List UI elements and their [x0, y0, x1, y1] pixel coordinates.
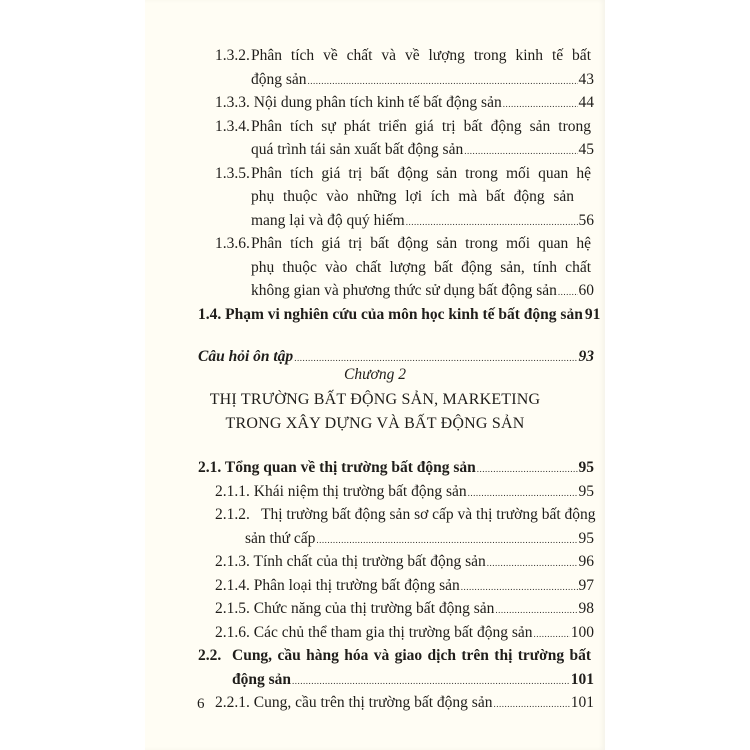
toc-entry-title-line: Các chủ thể tham gia thị trường bất động sản [253, 623, 533, 641]
toc-leader-line [251, 209, 594, 235]
toc-entry-continuation [198, 68, 598, 92]
toc-entry-title-line: Phân tích giá trị bất động sản trong mối quan hệ [251, 235, 591, 252]
dot-leader [406, 211, 578, 235]
chapter-title-line: THỊ TRƯỜNG BẤT ĐỘNG SẢN, MARKETING [209, 391, 541, 408]
toc-page-number: 96 [578, 553, 594, 570]
toc-entry-continuation [198, 668, 598, 692]
toc-entry-number: 1.3.2. [215, 47, 250, 64]
toc-page-number: 97 [578, 576, 594, 594]
toc-entry-title-line: Khái niệm thị trường bất động sản [253, 482, 467, 500]
toc-entry-label [198, 303, 583, 327]
toc-entry-title-line: Tính chất của thị trường bất động sản [253, 553, 486, 570]
toc-entry-continuation [198, 279, 598, 303]
dot-leader [503, 93, 578, 117]
toc-leader-line [251, 138, 594, 164]
toc-entry-continuation [198, 256, 598, 280]
toc-page-number: 95 [578, 482, 594, 500]
dot-leader [292, 670, 570, 694]
toc-entry-title-line: Phân loại thị trường bất động sản [253, 576, 460, 594]
toc-entry-label [215, 91, 502, 115]
toc-page-number: 91 [584, 305, 601, 323]
chapter-number: Chương 2 [344, 366, 406, 383]
toc-page-number: 95 [578, 529, 594, 547]
toc-page-number: 95 [578, 459, 594, 476]
chapter-title-line: TRONG XÂY DỰNG VÀ BẤT ĐỘNG SẢN [225, 415, 525, 432]
toc-entry-continuation [198, 185, 598, 209]
toc-entry-number: 1.3.6. [215, 235, 250, 252]
toc-page-number: 98 [578, 600, 594, 617]
toc-entry-label [215, 691, 492, 715]
dot-leader [468, 482, 578, 506]
toc-entry-title-line: động sản [232, 670, 292, 688]
toc-entry-2-1 [198, 456, 598, 480]
chapter-title [145, 388, 605, 436]
toc-entry-title-line: Thị trường bất động sản sơ cấp và thị trường bất động [261, 506, 596, 523]
toc-page-number: 100 [570, 623, 594, 641]
toc-leader-line [215, 480, 594, 506]
page-number: 6 [197, 696, 205, 712]
toc-entry-label [215, 574, 460, 598]
toc-entry-number: 2.2. [198, 647, 222, 664]
dot-leader [308, 70, 578, 94]
dot-leader [477, 458, 578, 482]
dot-leader [461, 576, 578, 600]
toc-entry-2-1-4 [198, 574, 598, 598]
toc-entry-title-line: động sản [251, 70, 307, 88]
spacer [198, 326, 598, 345]
table-of-contents [198, 44, 601, 369]
toc-entry-2-1-5 [198, 597, 598, 621]
toc-entry-2-2 [198, 644, 598, 668]
toc-entry-continuation [198, 209, 598, 233]
toc-entry-2-1-6 [198, 621, 598, 645]
toc-entry-label [215, 480, 467, 504]
toc-entry-1-3-5 [198, 162, 598, 186]
table-of-contents-chapter-2 [198, 456, 598, 715]
toc-entry-number: 2.2.1. [215, 694, 250, 711]
toc-entry-1-3-3 [198, 91, 598, 115]
toc-entry-number: 2.1.3. [215, 553, 250, 570]
dot-leader [493, 693, 569, 717]
toc-leader-line [215, 91, 594, 117]
dot-leader [316, 529, 577, 553]
toc-leader-line [215, 574, 594, 600]
toc-entry-label [198, 456, 476, 480]
toc-leader-line [215, 691, 594, 717]
toc-entry-number: 2.1.5. [215, 600, 250, 617]
toc-entry-title-line: Phân tích giá trị bất động sản trong mối quan hệ [251, 164, 591, 182]
toc-entry-title-line: Cung, cầu hàng hóa và giao dịch trên thị trường bất [232, 647, 591, 664]
toc-leader-line [198, 456, 594, 482]
toc-entry-title-line: Chức năng của thị trường bất động sản [253, 600, 495, 617]
toc-entry-title-line: quá trình tái sản xuất bất động sản [251, 141, 464, 158]
toc-entry-title-line: phụ thuộc vào chất lượng bất động sản, tính chất [251, 258, 591, 276]
toc-entry-number: 2.1.2. [215, 506, 250, 523]
toc-entry-title-line: Phân tích về chất và về lượng trong kinh tế bất [251, 47, 591, 64]
toc-leader-line [251, 279, 594, 305]
toc-leader-line [215, 550, 594, 576]
toc-page-number: 60 [578, 282, 594, 299]
toc-entry-1-4 [198, 303, 601, 327]
toc-leader-line [251, 68, 594, 94]
toc-entry-number: 2.1. [198, 459, 222, 476]
toc-page-number: 45 [578, 141, 594, 158]
toc-entry-continuation [198, 138, 598, 162]
toc-entry-1-3-4 [198, 115, 598, 139]
toc-entry-title-line: không gian và phương thức sử dụng bất động sản [251, 282, 557, 299]
dot-leader [534, 623, 570, 647]
toc-entry-title-line: Tổng quan về thị trường bất động sản [224, 459, 476, 476]
toc-entry-label [215, 550, 486, 574]
toc-entry-2-2-1 [198, 691, 598, 715]
toc-entry-2-1-2 [198, 503, 598, 527]
dot-leader [558, 281, 578, 305]
toc-entry-number: 1.3.3. [215, 94, 250, 111]
toc-entry-label [215, 621, 533, 645]
toc-entry-2-1-1 [198, 480, 598, 504]
toc-entry-title-line: Cung, cầu trên thị trường bất động sản [253, 694, 493, 711]
toc-leader-line [215, 621, 594, 647]
toc-entry-title-line: Phân tích sự phát triển giá trị bất động sản trong [251, 117, 591, 135]
toc-leader-line [232, 668, 594, 694]
toc-entry-number: 2.1.6. [215, 623, 250, 641]
toc-entry-number: 1.3.5. [215, 164, 250, 182]
toc-page-number: 101 [570, 694, 594, 711]
toc-page-number: 56 [578, 211, 594, 229]
dot-leader [487, 552, 578, 576]
review-questions-label: Câu hỏi ôn tập [198, 348, 294, 365]
toc-leader-line [198, 303, 601, 329]
toc-entry-title-line: phụ thuộc vào những lợi ích mà bất động sản [251, 188, 574, 205]
toc-leader-line [245, 527, 594, 553]
toc-entry-number: 1.4. [198, 305, 222, 323]
toc-entry-title-line: sản thứ cấp [245, 529, 316, 547]
toc-page-number: 43 [578, 70, 594, 88]
toc-entry-1-3-6 [198, 232, 598, 256]
toc-page-number: 93 [578, 348, 594, 365]
dot-leader [464, 140, 577, 164]
toc-entry-continuation [198, 527, 598, 551]
toc-entry-title-line: Nội dung phân tích kinh tế bất động sản [253, 94, 502, 111]
toc-page-number: 44 [578, 94, 594, 111]
toc-entry-1-3-2 [198, 44, 598, 68]
toc-entry-2-1-3 [198, 550, 598, 574]
dot-leader [495, 599, 577, 623]
toc-entry-title-line: Phạm vi nghiên cứu của môn học kinh tế bất động sản [225, 305, 583, 323]
toc-entry-number: 1.3.4. [215, 117, 250, 135]
toc-page-number: 101 [570, 670, 594, 688]
toc-entry-number: 2.1.4. [215, 576, 250, 594]
toc-leader-line [215, 597, 594, 623]
toc-entry-number: 2.1.1. [215, 482, 250, 500]
toc-entry-title-line: mang lại và độ quý hiếm [251, 211, 405, 229]
toc-entry-label [215, 597, 494, 621]
